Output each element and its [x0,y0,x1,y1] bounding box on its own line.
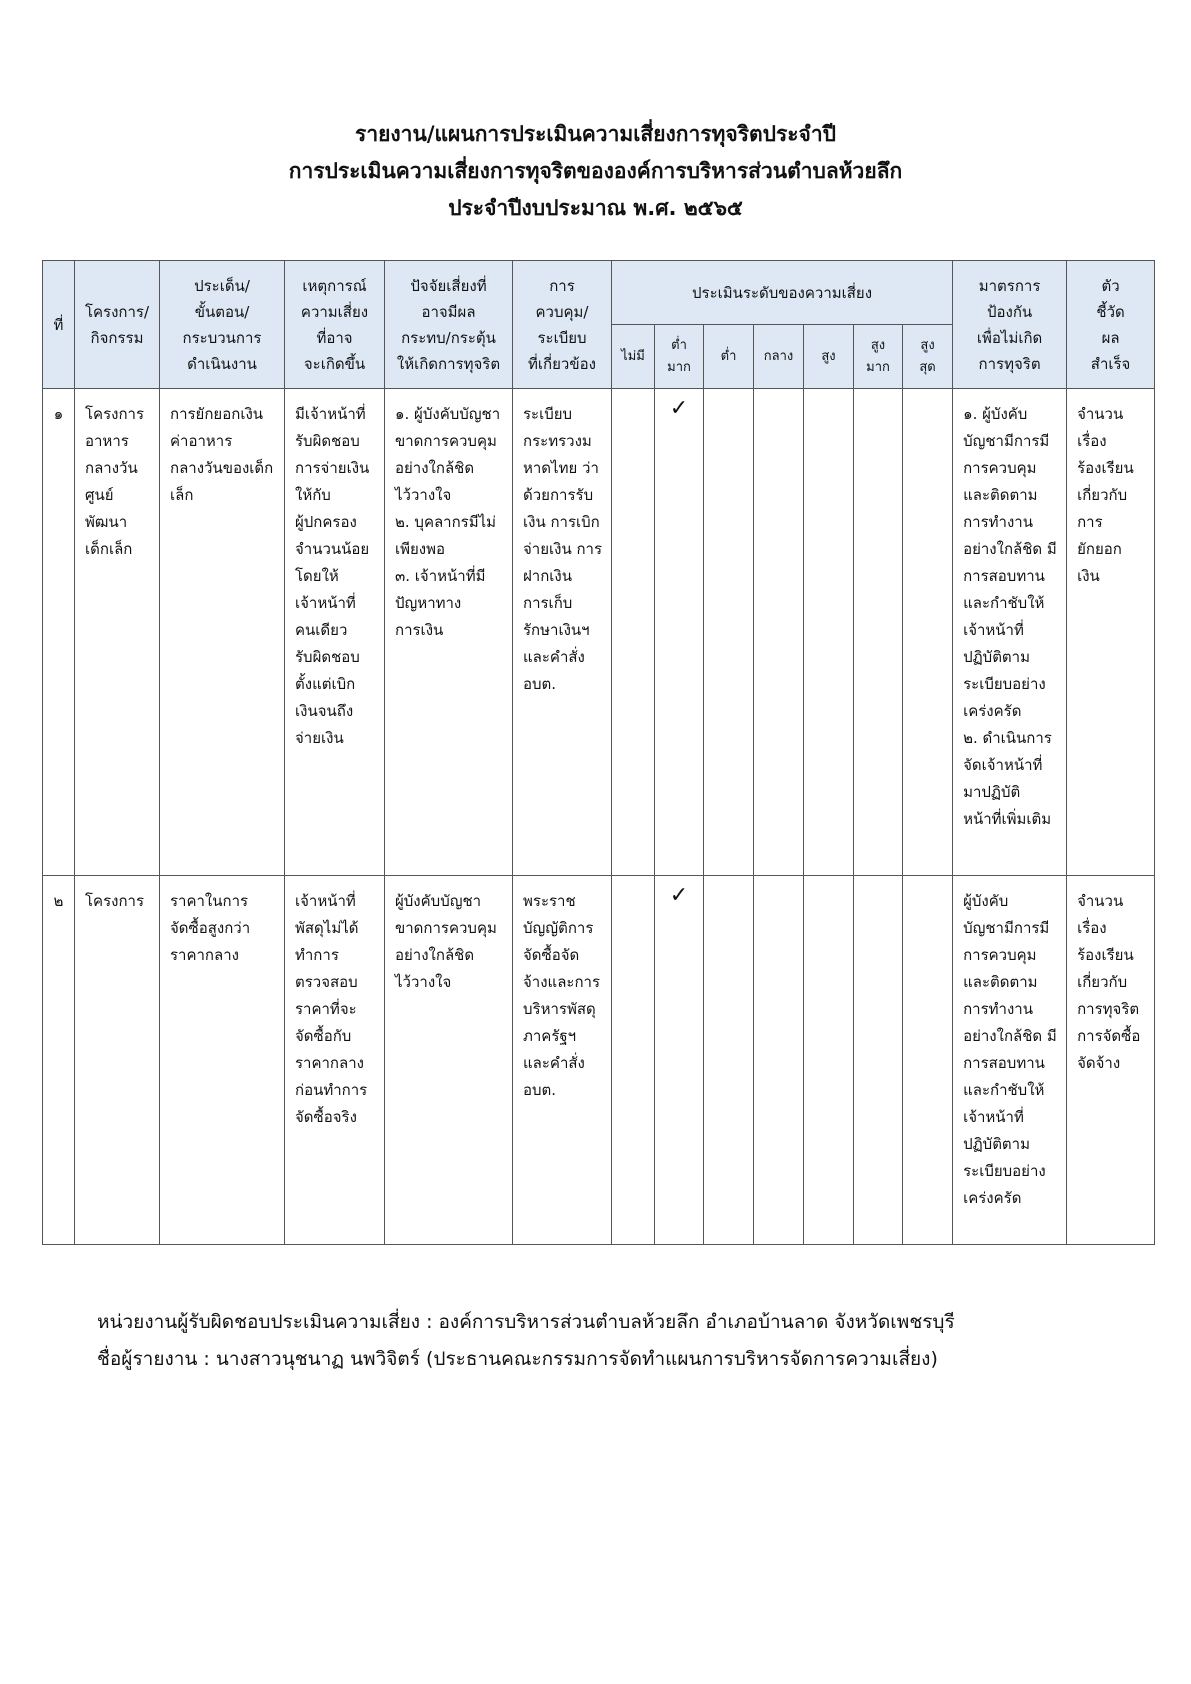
row-issue: ราคาในการ จัดซื้อสูงกว่า ราคากลาง [160,876,285,1245]
header-no: ที่ [43,261,75,389]
fiscal-year: ประจำปีงบประมาณ พ.ศ. ๒๕๖๕ [448,196,743,220]
row-control: พระราช บัญญัติการ จัดซื้อจัด จ้างและการ บริหารพัสดุ ภาครัฐฯ และคำสั่ง อบต. [513,876,612,1245]
table-row [43,876,1155,1245]
header-level-high: สูง [804,325,854,389]
row-risk-event: มีเจ้าหน้าที่ รับผิดชอบ การจ่ายเงิน ให้กับ ผู้ปกครอง จำนวนน้อย โดยให้ เจ้าหน้าที่ คนเดียว รับผิดชอบ ตั้งแต่เบิก เงินจนถึง จ่ายเงิน [285,389,385,876]
header-level-low: ต่ำ [704,325,754,389]
level-low-cell [704,389,754,876]
header-level-medium: กลาง [754,325,804,389]
header-project: โครงการ/ กิจกรรม [75,261,160,389]
row-risk-factor: ผู้บังคับบัญชา ขาดการควบคุม อย่างใกล้ชิด ไว้วางใจ [385,876,513,1245]
level-none-cell [612,876,655,1245]
reporter-name: ชื่อผู้รายงาน : นางสาวนุชนาฏ นพวิจิตร์ (ประธานคณะกรรมการจัดทำแผนการบริหารจัดการความเสี่ยง) [97,1348,938,1370]
level-very-low-check-icon: ✓ [655,389,704,876]
level-medium-cell [754,876,804,1245]
row-no: ๑ [43,389,75,876]
row-measure: ๑. ผู้บังคับ บัญชามีการมี การควบคุม และติดตาม การทำงาน อย่างใกล้ชิด มี การสอบทาน และกำชับให้ เจ้าหน้าที่ ปฏิบัติตาม ระเบียบอย่าง เคร่งครัด ๒. ดำเนินการ จัดเจ้าหน้าที่ มาปฏิบัติ หน้าที่เพิ่มเติม [953,389,1067,876]
header-level-highest: สูง สุด [903,325,953,389]
level-very-high-cell [854,876,903,1245]
header-risk-assessment: ประเมินระดับของความเสี่ยง [612,261,953,325]
header-control: การ ควบคุม/ ระเบียบ ที่เกี่ยวข้อง [513,261,612,389]
level-very-high-cell [854,389,903,876]
row-risk-event: เจ้าหน้าที่ พัสดุไม่ได้ ทำการ ตรวจสอบ ราคาที่จะ จัดซื้อกับ ราคากลาง ก่อนทำการ จัดซื้อจริง [285,876,385,1245]
level-low-cell [704,876,754,1245]
table-row [43,389,1155,876]
header-measure: มาตรการ ป้องกัน เพื่อไม่เกิด การทุจริต [953,261,1067,389]
header-indicator: ตัว ชี้วัด ผล สำเร็จ [1067,261,1155,389]
header-level-very-high: สูง มาก [854,325,903,389]
row-measure: ผู้บังคับ บัญชามีการมี การควบคุม และติดตาม การทำงาน อย่างใกล้ชิด มี การสอบทาน และกำชับให้ เจ้าหน้าที่ ปฏิบัติตาม ระเบียบอย่าง เคร่งครัด [953,876,1067,1245]
level-highest-cell [903,389,953,876]
risk-assessment-table [42,260,1155,1245]
row-control: ระเบียบ กระทรวงม หาดไทย ว่า ด้วยการรับ เงิน การเบิก จ่ายเงิน การ ฝากเงิน การเก็บ รักษาเงินฯ และคำสั่ง อบต. [513,389,612,876]
level-high-cell [804,389,854,876]
row-no: ๒ [43,876,75,1245]
row-indicator: จำนวน เรื่อง ร้องเรียน เกี่ยวกับ การ ยักยอก เงิน [1067,389,1155,876]
header-risk-factor: ปัจจัยเสี่ยงที่ อาจมีผล กระทบ/กระตุ้น ให้เกิดการทุจริต [385,261,513,389]
level-none-cell [612,389,655,876]
row-issue: การยักยอกเงิน ค่าอาหาร กลางวันของเด็ก เล็ก [160,389,285,876]
header-level-none: ไม่มี [612,325,655,389]
header-issue: ประเด็น/ ขั้นตอน/ กระบวนการ ดำเนินงาน [160,261,285,389]
row-project: โครงการ อาหาร กลางวัน ศูนย์ พัฒนา เด็กเล็ก [75,389,160,876]
report-title: รายงาน/แผนการประเมินความเสี่ยงการทุจริตประจำปี [355,122,836,146]
header-level-very-low: ต่ำ มาก [655,325,704,389]
responsible-unit: หน่วยงานผู้รับผิดชอบประเมินความเสี่ยง : องค์การบริหารส่วนตำบลห้วยลึก อำเภอบ้านลาด จังหวัดเพชรบุรี [97,1311,955,1333]
level-highest-cell [903,876,953,1245]
header-risk-event: เหตุการณ์ ความเสี่ยง ที่อาจ จะเกิดขึ้น [285,261,385,389]
row-risk-factor: ๑. ผู้บังคับบัญชา ขาดการควบคุม อย่างใกล้ชิด ไว้วางใจ ๒. บุคลากรมีไม่ เพียงพอ ๓. เจ้าหน้าที่มี ปัญหาทาง การเงิน [385,389,513,876]
row-indicator: จำนวน เรื่อง ร้องเรียน เกี่ยวกับ การทุจริต การจัดซื้อ จัดจ้าง [1067,876,1155,1245]
report-subtitle: การประเมินความเสี่ยงการทุจริตขององค์การบริหารส่วนตำบลห้วยลึก [288,159,903,183]
row-project: โครงการ [75,876,160,1245]
level-high-cell [804,876,854,1245]
level-very-low-check-icon: ✓ [655,876,704,1245]
level-medium-cell [754,389,804,876]
